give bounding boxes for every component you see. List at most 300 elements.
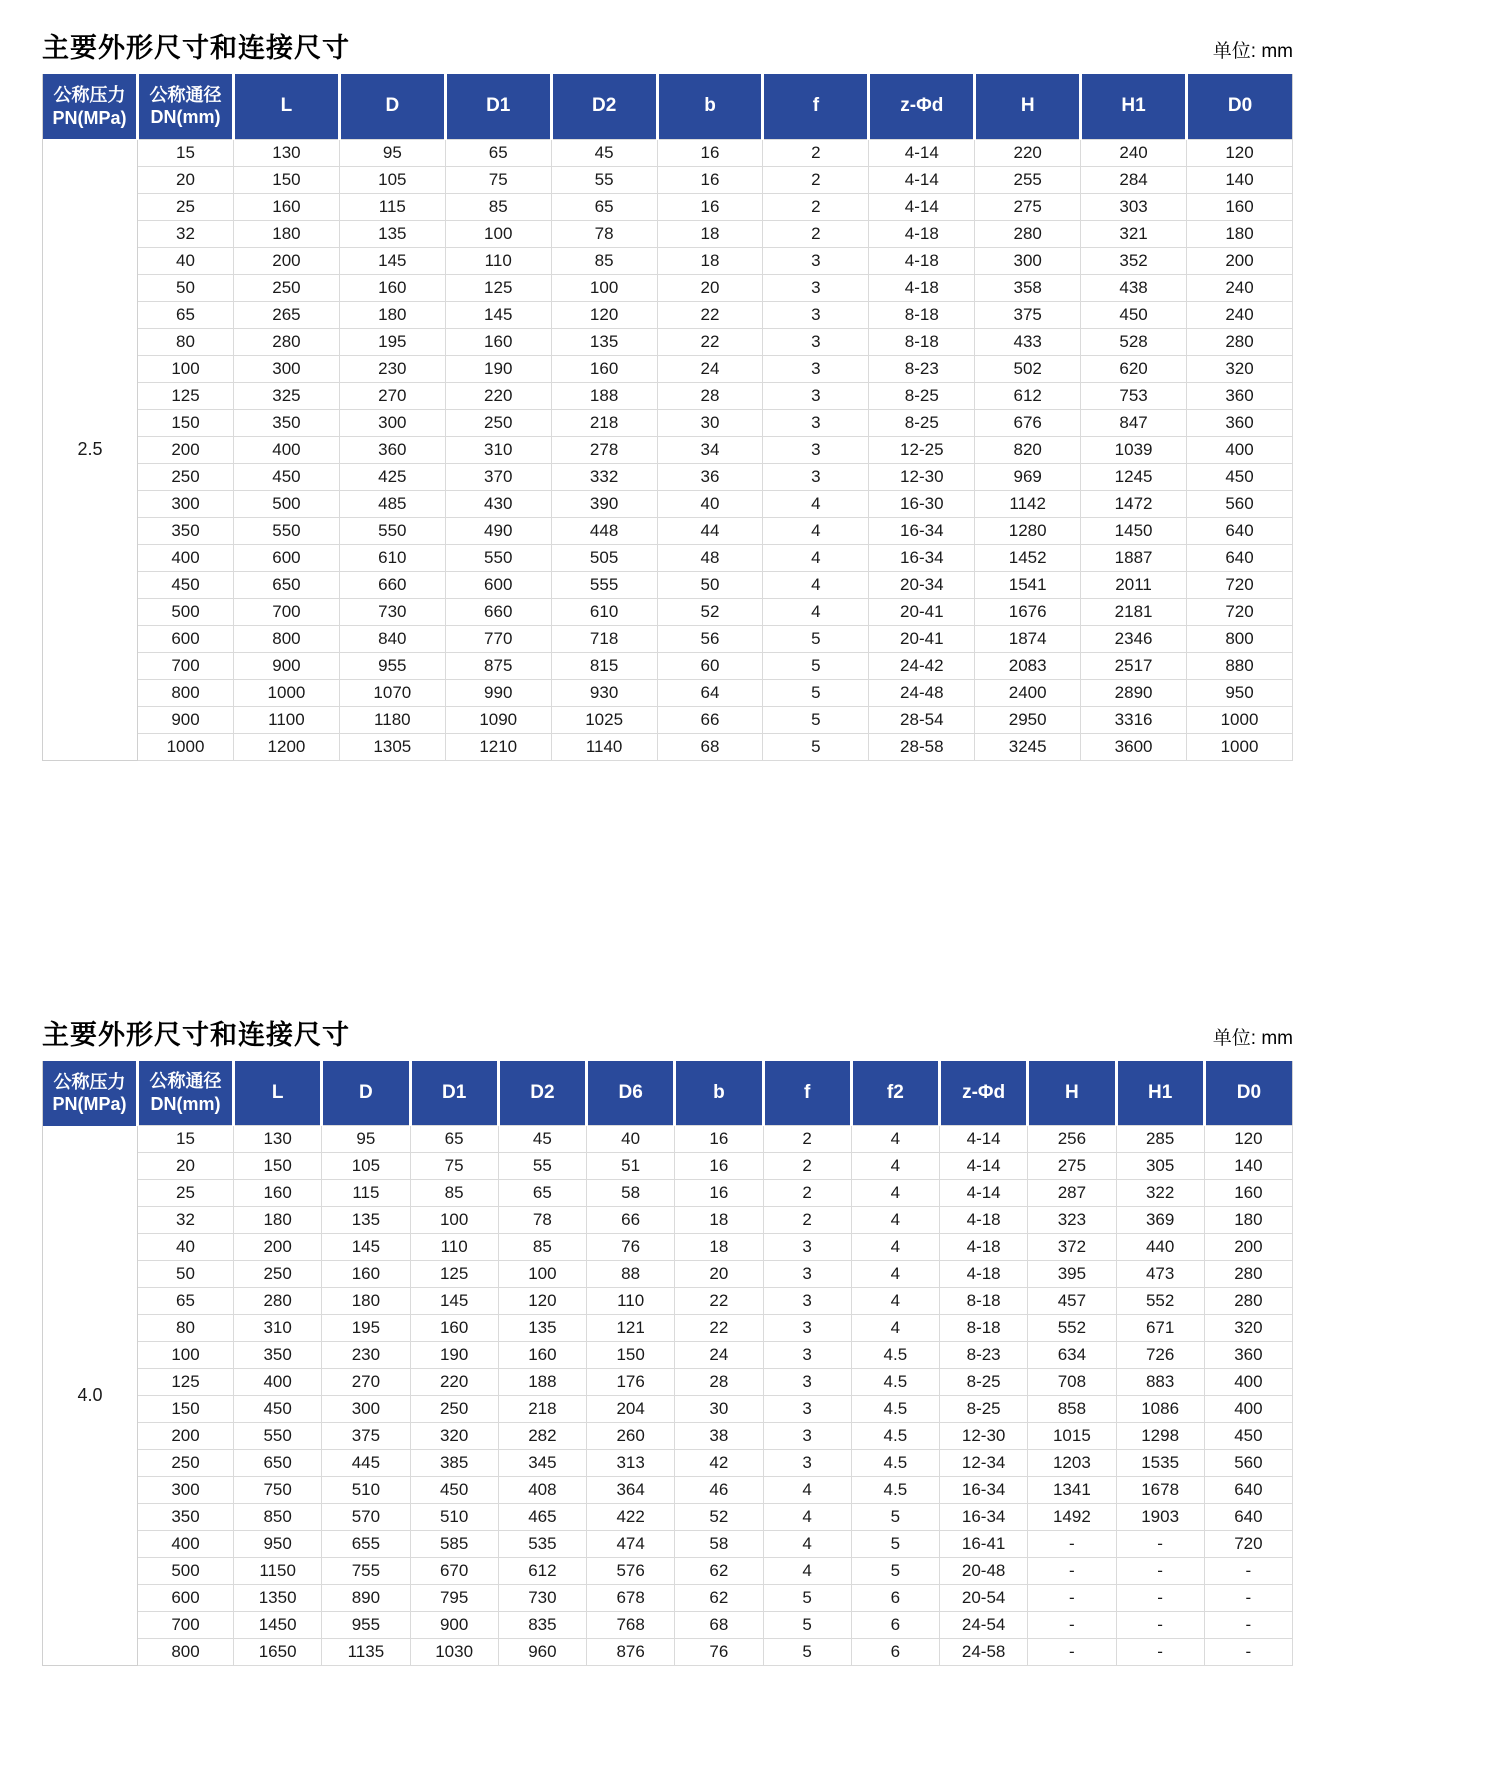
data-cell: 100 <box>445 220 551 247</box>
data-cell: 352 <box>1081 247 1187 274</box>
table-row <box>43 1180 1293 1207</box>
data-cell: 68 <box>675 1612 763 1639</box>
header-row <box>43 74 1293 139</box>
data-cell: 78 <box>498 1207 586 1234</box>
data-cell: 1492 <box>1028 1504 1116 1531</box>
data-cell: 1903 <box>1116 1504 1204 1531</box>
data-cell: 372 <box>1028 1234 1116 1261</box>
data-cell: 200 <box>1204 1234 1292 1261</box>
data-cell: 280 <box>1204 1261 1292 1288</box>
table-row <box>43 1639 1293 1666</box>
data-cell: 5 <box>763 625 869 652</box>
data-cell: 465 <box>498 1504 586 1531</box>
data-cell: 1070 <box>339 679 445 706</box>
data-cell: 585 <box>410 1531 498 1558</box>
data-cell: 1341 <box>1028 1477 1116 1504</box>
data-cell: 2890 <box>1081 679 1187 706</box>
dn-cell: 500 <box>138 1558 234 1585</box>
data-cell: 4 <box>763 1504 851 1531</box>
data-cell: 16-34 <box>940 1504 1028 1531</box>
data-cell: 4.5 <box>851 1342 939 1369</box>
table-row <box>43 1153 1293 1180</box>
data-cell: 370 <box>445 463 551 490</box>
data-cell: 24-58 <box>940 1639 1028 1666</box>
data-cell: 218 <box>551 409 657 436</box>
data-cell: 16 <box>657 166 763 193</box>
data-cell: 3 <box>763 1450 851 1477</box>
data-cell: 5 <box>763 1585 851 1612</box>
data-cell: 4-14 <box>869 166 975 193</box>
data-cell: 1350 <box>234 1585 322 1612</box>
data-cell: 45 <box>498 1126 586 1153</box>
table-row <box>43 166 1293 193</box>
data-cell: 485 <box>339 490 445 517</box>
dn-cell: 800 <box>138 1639 234 1666</box>
data-cell: 1086 <box>1116 1396 1204 1423</box>
data-cell: 555 <box>551 571 657 598</box>
data-cell: 433 <box>975 328 1081 355</box>
data-cell: 130 <box>234 1126 322 1153</box>
data-cell: 18 <box>657 247 763 274</box>
table-row <box>43 409 1293 436</box>
data-cell: 300 <box>975 247 1081 274</box>
dn-cell: 350 <box>138 1504 234 1531</box>
data-cell: 510 <box>410 1504 498 1531</box>
data-cell: 3 <box>763 355 869 382</box>
data-cell: 58 <box>587 1180 675 1207</box>
data-cell: 110 <box>445 247 551 274</box>
data-cell: 24 <box>675 1342 763 1369</box>
dimension-table-pn25 <box>42 74 1293 761</box>
data-cell: 64 <box>657 679 763 706</box>
data-cell: 12-34 <box>940 1450 1028 1477</box>
data-cell: 718 <box>551 625 657 652</box>
data-cell: 285 <box>1116 1126 1204 1153</box>
data-cell: 310 <box>234 1315 322 1342</box>
data-cell: 160 <box>410 1315 498 1342</box>
data-cell: 240 <box>1187 274 1293 301</box>
data-cell: 8-25 <box>940 1369 1028 1396</box>
data-cell: 720 <box>1187 598 1293 625</box>
data-cell: 58 <box>675 1531 763 1558</box>
data-cell: 650 <box>234 1450 322 1477</box>
data-cell: 160 <box>234 1180 322 1207</box>
data-cell: 180 <box>322 1288 410 1315</box>
data-cell: 1887 <box>1081 544 1187 571</box>
data-cell: 3600 <box>1081 733 1187 760</box>
column-header: D <box>322 1061 410 1126</box>
unit-label: 单位: mm <box>1212 1027 1293 1049</box>
data-cell: 270 <box>322 1369 410 1396</box>
data-cell: 708 <box>1028 1369 1116 1396</box>
data-cell: 474 <box>587 1531 675 1558</box>
table-row <box>43 382 1293 409</box>
data-cell: 360 <box>339 436 445 463</box>
data-cell: 720 <box>1204 1531 1292 1558</box>
data-cell: 610 <box>551 598 657 625</box>
data-cell: - <box>1028 1558 1116 1585</box>
column-header: D6 <box>587 1061 675 1126</box>
data-cell: 847 <box>1081 409 1187 436</box>
column-header: D1 <box>410 1061 498 1126</box>
data-cell: - <box>1204 1585 1292 1612</box>
data-cell: 5 <box>851 1531 939 1558</box>
data-cell: 12-30 <box>869 463 975 490</box>
data-cell: 640 <box>1204 1477 1292 1504</box>
data-cell: 3 <box>763 247 869 274</box>
data-cell: 1039 <box>1081 436 1187 463</box>
data-cell: 8-25 <box>869 409 975 436</box>
dn-cell: 900 <box>138 706 234 733</box>
data-cell: 18 <box>657 220 763 247</box>
data-cell: 16 <box>675 1153 763 1180</box>
data-cell: 65 <box>410 1126 498 1153</box>
table-row <box>43 220 1293 247</box>
dn-cell: 450 <box>138 571 234 598</box>
data-cell: 76 <box>587 1234 675 1261</box>
data-cell: 120 <box>1187 139 1293 166</box>
data-cell: 438 <box>1081 274 1187 301</box>
pn-column-header: 公称压力 PN(MPa) <box>43 74 138 139</box>
data-cell: 180 <box>1204 1207 1292 1234</box>
dn-cell: 1000 <box>138 733 234 760</box>
data-cell: 358 <box>975 274 1081 301</box>
data-cell: 180 <box>339 301 445 328</box>
data-cell: 320 <box>1187 355 1293 382</box>
data-cell: 726 <box>1116 1342 1204 1369</box>
data-cell: 650 <box>234 571 340 598</box>
table-row <box>43 247 1293 274</box>
data-cell: 8-18 <box>869 301 975 328</box>
data-cell: 125 <box>410 1261 498 1288</box>
data-cell: 4 <box>763 490 869 517</box>
data-cell: 190 <box>410 1342 498 1369</box>
data-cell: 610 <box>339 544 445 571</box>
data-cell: 640 <box>1187 544 1293 571</box>
data-cell: 16-34 <box>869 517 975 544</box>
data-cell: 180 <box>234 220 340 247</box>
data-cell: 4 <box>763 1477 851 1504</box>
data-cell: 195 <box>339 328 445 355</box>
data-cell: 385 <box>410 1450 498 1477</box>
data-cell: 4-14 <box>940 1180 1028 1207</box>
data-cell: 800 <box>1187 625 1293 652</box>
data-cell: 1140 <box>551 733 657 760</box>
column-header: z-Φd <box>869 74 975 139</box>
data-cell: 900 <box>234 652 340 679</box>
table-row <box>43 1207 1293 1234</box>
data-cell: 1452 <box>975 544 1081 571</box>
data-cell: 38 <box>675 1423 763 1450</box>
column-header: D2 <box>551 74 657 139</box>
data-cell: 3 <box>763 1423 851 1450</box>
dimension-table-section-pn40 <box>42 1013 1293 1667</box>
data-cell: 1298 <box>1116 1423 1204 1450</box>
column-header: H1 <box>1116 1061 1204 1126</box>
data-cell: 16 <box>675 1180 763 1207</box>
data-cell: 670 <box>410 1558 498 1585</box>
data-cell: 325 <box>234 382 340 409</box>
data-cell: 3 <box>763 409 869 436</box>
data-cell: 634 <box>1028 1342 1116 1369</box>
header-row <box>43 1061 1293 1126</box>
data-cell: 3 <box>763 1369 851 1396</box>
data-cell: 450 <box>410 1477 498 1504</box>
data-cell: 445 <box>322 1450 410 1477</box>
data-cell: - <box>1028 1612 1116 1639</box>
data-cell: 2 <box>763 220 869 247</box>
table-row <box>43 355 1293 382</box>
data-cell: 48 <box>657 544 763 571</box>
dn-cell: 15 <box>138 1126 234 1153</box>
data-cell: 12-30 <box>940 1423 1028 1450</box>
data-cell: 16-41 <box>940 1531 1028 1558</box>
dn-cell: 80 <box>138 1315 234 1342</box>
data-cell: 5 <box>763 1612 851 1639</box>
dn-cell: 800 <box>138 679 234 706</box>
dn-cell: 400 <box>138 1531 234 1558</box>
data-cell: 360 <box>1204 1342 1292 1369</box>
dn-cell: 40 <box>138 1234 234 1261</box>
data-cell: 408 <box>498 1477 586 1504</box>
data-cell: 145 <box>445 301 551 328</box>
data-cell: 24 <box>657 355 763 382</box>
table-row <box>43 517 1293 544</box>
table-row <box>43 625 1293 652</box>
data-cell: 85 <box>498 1234 586 1261</box>
data-cell: 876 <box>587 1639 675 1666</box>
table-row <box>43 1342 1293 1369</box>
data-cell: 450 <box>1187 463 1293 490</box>
data-cell: 135 <box>551 328 657 355</box>
table-row <box>43 1504 1293 1531</box>
data-cell: 360 <box>1187 409 1293 436</box>
data-cell: 8-18 <box>940 1288 1028 1315</box>
data-cell: 955 <box>339 652 445 679</box>
table-row <box>43 1126 1293 1153</box>
table-row <box>43 733 1293 760</box>
unit-label: 单位: mm <box>1212 41 1293 62</box>
data-cell: 150 <box>234 1153 322 1180</box>
data-cell: 256 <box>1028 1126 1116 1153</box>
dimension-table-pn40 <box>42 1061 1293 1667</box>
table-row <box>43 1477 1293 1504</box>
data-cell: 16-34 <box>940 1477 1028 1504</box>
data-cell: 552 <box>1116 1288 1204 1315</box>
data-cell: 900 <box>410 1612 498 1639</box>
dimension-table-section-pn25 <box>42 26 1293 761</box>
data-cell: 75 <box>445 166 551 193</box>
dn-cell: 15 <box>138 139 234 166</box>
data-cell: 160 <box>445 328 551 355</box>
data-cell: 2346 <box>1081 625 1187 652</box>
data-cell: 450 <box>1204 1423 1292 1450</box>
data-cell: 65 <box>551 193 657 220</box>
data-cell: 121 <box>587 1315 675 1342</box>
data-cell: 135 <box>339 220 445 247</box>
data-cell: 160 <box>1204 1180 1292 1207</box>
data-cell: 95 <box>339 139 445 166</box>
table-row <box>43 436 1293 463</box>
dn-cell: 300 <box>138 490 234 517</box>
data-cell: 18 <box>675 1207 763 1234</box>
data-cell: 322 <box>1116 1180 1204 1207</box>
data-cell: 135 <box>498 1315 586 1342</box>
data-cell: 52 <box>675 1504 763 1531</box>
data-cell: 188 <box>498 1369 586 1396</box>
data-cell: 24-54 <box>940 1612 1028 1639</box>
data-cell: 640 <box>1204 1504 1292 1531</box>
data-cell: 280 <box>1187 328 1293 355</box>
data-cell: 5 <box>763 706 869 733</box>
data-cell: 220 <box>445 382 551 409</box>
table-row <box>43 463 1293 490</box>
data-cell: 56 <box>657 625 763 652</box>
data-cell: 120 <box>1204 1126 1292 1153</box>
dn-cell: 50 <box>138 1261 234 1288</box>
data-cell: 28 <box>657 382 763 409</box>
data-cell: 753 <box>1081 382 1187 409</box>
data-cell: 960 <box>498 1639 586 1666</box>
column-header: f <box>763 1061 851 1126</box>
data-cell: 3 <box>763 328 869 355</box>
data-cell: 195 <box>322 1315 410 1342</box>
data-cell: 220 <box>410 1369 498 1396</box>
data-cell: 66 <box>657 706 763 733</box>
data-cell: 24-48 <box>869 679 975 706</box>
data-cell: 50 <box>657 571 763 598</box>
data-cell: 320 <box>410 1423 498 1450</box>
data-cell: 1450 <box>1081 517 1187 544</box>
data-cell: 815 <box>551 652 657 679</box>
dn-cell: 600 <box>138 1585 234 1612</box>
column-header: H <box>1028 1061 1116 1126</box>
data-cell: 8-25 <box>940 1396 1028 1423</box>
data-cell: 1650 <box>234 1639 322 1666</box>
data-cell: 287 <box>1028 1180 1116 1207</box>
data-cell: 6 <box>851 1612 939 1639</box>
column-header: H1 <box>1081 74 1187 139</box>
data-cell: 280 <box>234 328 340 355</box>
data-cell: 422 <box>587 1504 675 1531</box>
column-header: D <box>339 74 445 139</box>
data-cell: 1203 <box>1028 1450 1116 1477</box>
data-cell: 28-58 <box>869 733 975 760</box>
data-cell: 448 <box>551 517 657 544</box>
table-row <box>43 1234 1293 1261</box>
data-cell: 550 <box>339 517 445 544</box>
data-cell: 950 <box>1187 679 1293 706</box>
table-row <box>43 1288 1293 1315</box>
data-cell: 755 <box>322 1558 410 1585</box>
data-cell: 85 <box>551 247 657 274</box>
dn-cell: 125 <box>138 1369 234 1396</box>
data-cell: 5 <box>763 733 869 760</box>
data-cell: 612 <box>975 382 1081 409</box>
column-header: z-Φd <box>940 1061 1028 1126</box>
data-cell: 3 <box>763 1261 851 1288</box>
data-cell: 160 <box>339 274 445 301</box>
data-cell: 640 <box>1187 517 1293 544</box>
data-cell: 2517 <box>1081 652 1187 679</box>
data-cell: 1280 <box>975 517 1081 544</box>
data-cell: 2 <box>763 1207 851 1234</box>
data-cell: - <box>1028 1585 1116 1612</box>
table-row <box>43 1585 1293 1612</box>
data-cell: 2 <box>763 166 869 193</box>
data-cell: 321 <box>1081 220 1187 247</box>
data-cell: 145 <box>410 1288 498 1315</box>
column-header: f2 <box>851 1061 939 1126</box>
data-cell: 16 <box>675 1126 763 1153</box>
table-row <box>43 193 1293 220</box>
data-cell: 20-48 <box>940 1558 1028 1585</box>
data-cell: 4 <box>851 1234 939 1261</box>
data-cell: 502 <box>975 355 1081 382</box>
column-header: b <box>675 1061 763 1126</box>
data-cell: 676 <box>975 409 1081 436</box>
data-cell: 16 <box>657 139 763 166</box>
data-cell: 4 <box>763 544 869 571</box>
data-cell: 20 <box>675 1261 763 1288</box>
data-cell: 16 <box>657 193 763 220</box>
dn-cell: 500 <box>138 598 234 625</box>
data-cell: 425 <box>339 463 445 490</box>
table-row <box>43 1396 1293 1423</box>
data-cell: 150 <box>587 1342 675 1369</box>
column-header: b <box>657 74 763 139</box>
data-cell: 1000 <box>234 679 340 706</box>
data-cell: 135 <box>322 1207 410 1234</box>
dn-cell: 300 <box>138 1477 234 1504</box>
table-row <box>43 274 1293 301</box>
data-cell: 820 <box>975 436 1081 463</box>
data-cell: 280 <box>1204 1288 1292 1315</box>
data-cell: 345 <box>498 1450 586 1477</box>
dn-cell: 20 <box>138 1153 234 1180</box>
data-cell: - <box>1116 1612 1204 1639</box>
data-cell: 4-18 <box>940 1261 1028 1288</box>
dn-column-header: 公称通径 DN(mm) <box>138 1061 234 1126</box>
data-cell: 95 <box>322 1126 410 1153</box>
column-header: D0 <box>1187 74 1293 139</box>
data-cell: 4-18 <box>940 1234 1028 1261</box>
table-row <box>43 544 1293 571</box>
data-cell: 2181 <box>1081 598 1187 625</box>
data-cell: 450 <box>234 463 340 490</box>
data-cell: 5 <box>851 1504 939 1531</box>
data-cell: 255 <box>975 166 1081 193</box>
data-cell: 3 <box>763 1288 851 1315</box>
data-cell: 750 <box>234 1477 322 1504</box>
data-cell: 4-18 <box>869 247 975 274</box>
data-cell: 671 <box>1116 1315 1204 1342</box>
data-cell: - <box>1204 1558 1292 1585</box>
data-cell: 3245 <box>975 733 1081 760</box>
dn-cell: 350 <box>138 517 234 544</box>
data-cell: 8-23 <box>869 355 975 382</box>
data-cell: 115 <box>339 193 445 220</box>
dn-cell: 600 <box>138 625 234 652</box>
data-cell: 1676 <box>975 598 1081 625</box>
data-cell: 2 <box>763 1126 851 1153</box>
data-cell: 400 <box>1187 436 1293 463</box>
data-cell: - <box>1028 1531 1116 1558</box>
data-cell: 400 <box>1204 1396 1292 1423</box>
data-cell: 620 <box>1081 355 1187 382</box>
data-cell: 28-54 <box>869 706 975 733</box>
data-cell: - <box>1204 1639 1292 1666</box>
